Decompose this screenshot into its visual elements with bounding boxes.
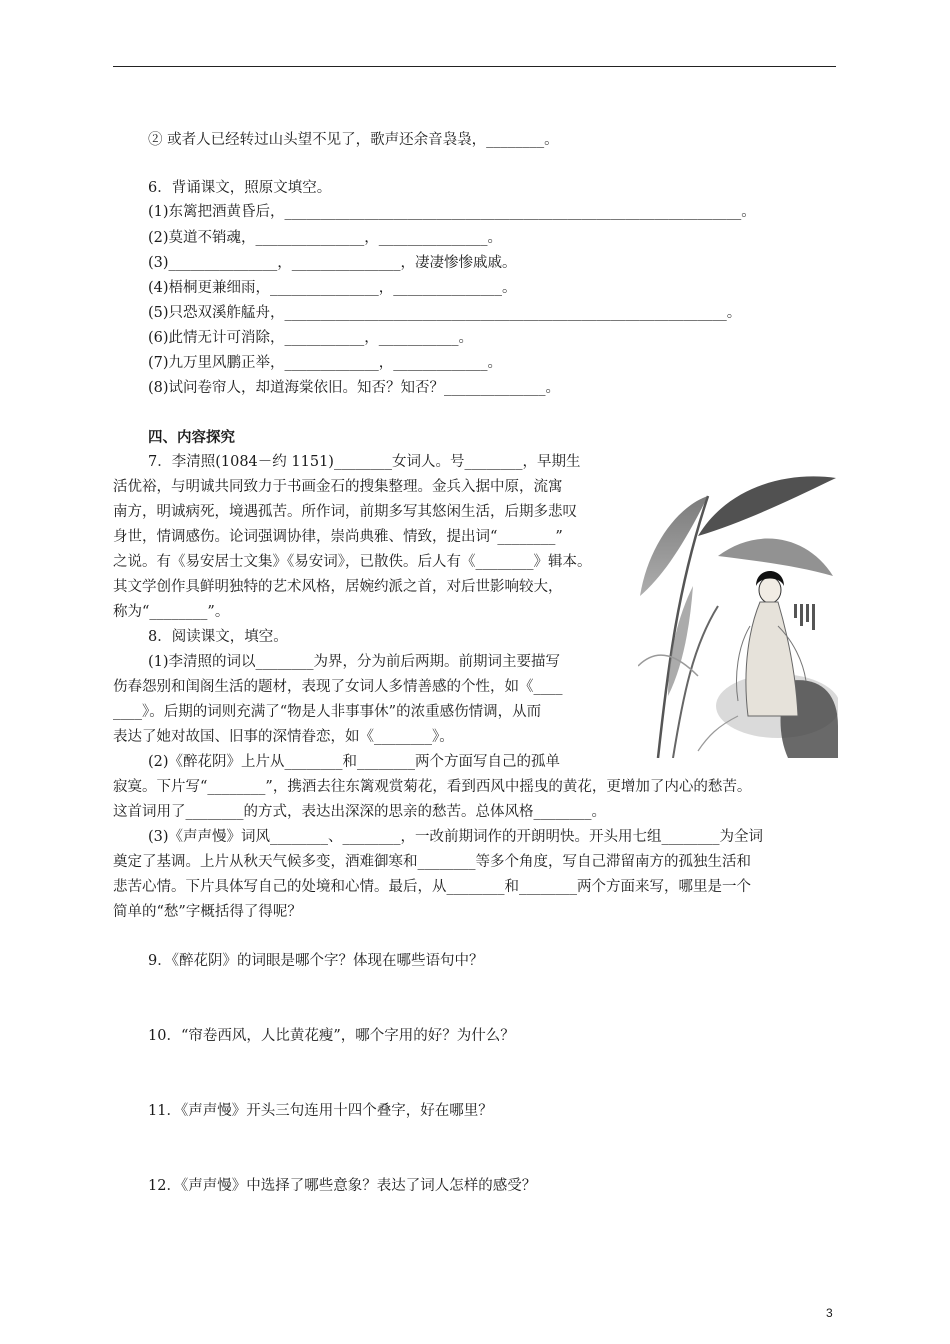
- fill-item-5: (5)只恐双溪舴艋舟，_____________________________________________________________。: [148, 305, 742, 321]
- fill-item-8: (8)试问卷帘人，却道海棠依旧。知否？知否？______________。: [148, 380, 561, 396]
- text-line: 悲苦心情。下片具体写自己的处境和心情。最后，从________和________两个方面来写，哪里是一个: [113, 879, 751, 895]
- fill-item-6: (6)此情无计可消除，___________，___________。: [148, 330, 474, 346]
- section-heading: 四、内容探究: [148, 429, 235, 446]
- li-qingzhao-illustration: [638, 466, 838, 758]
- question-11: 11．《声声慢》开头三句连用十四个叠字，好在哪里？: [148, 1103, 493, 1119]
- text-line: 奠定了基调。上片从秋天气候多变，酒难御寒和________等多个角度，写自己滞留南方的孤独生活和: [113, 854, 751, 870]
- page-number: 3: [826, 1306, 833, 1320]
- text-line: 活优裕，与明诚共同致力于书画金石的搜集整理。金兵入据中原，流寓: [113, 479, 563, 495]
- text-line: ② 或者人已经转过山头望不见了，歌声还余音袅袅，________。: [148, 132, 559, 148]
- question-8: 8．阅读课文，填空。: [148, 629, 288, 645]
- text-line: 寂寞。下片写“________”，携酒去往东篱观赏菊花，看到西风中摇曳的黄花，更增加了内心的愁苦。: [113, 779, 752, 795]
- text-line: 之说。有《易安居士文集》《易安词》，已散佚。后人有《________》辑本。: [113, 554, 592, 570]
- text-line: 称为“________”。: [113, 604, 230, 620]
- text-line: 身世，情调感伤。论词强调协律，崇尚典雅、情致，提出词“________”: [113, 529, 563, 545]
- question-7: 7．李清照(1084－约 1151)________女词人。号________，早期生: [148, 454, 581, 470]
- text-line: 南方，明诚病死，境遇孤苦。所作词，前期多写其悠闲生活，后期多悲叹: [113, 504, 577, 520]
- header-rule: [113, 66, 836, 67]
- fill-item-2: (2)莫道不销魂，_______________，_______________。: [148, 230, 503, 246]
- question-6: 6．背诵课文，照原文填空。: [148, 180, 332, 196]
- fill-item-7: (7)九万里风鹏正举，_____________，_____________。: [148, 355, 503, 371]
- text-line: (2)《醉花阴》上片从________和________两个方面写自己的孤单: [148, 754, 561, 770]
- question-10: 10．“帘卷西风，人比黄花瘦”，哪个字用的好？为什么？: [148, 1028, 515, 1044]
- text-line: 简单的“愁”字概括得了得呢？: [113, 904, 302, 920]
- fill-item-4: (4)梧桐更兼细雨，_______________，_______________。: [148, 280, 517, 296]
- text-line: 伤春怨别和闺阁生活的题材，表现了女词人多情善感的个性，如《____: [113, 679, 563, 695]
- question-9: 9．《醉花阴》的词眼是哪个字？体现在哪些语句中？: [148, 953, 484, 969]
- text-line: (3)《声声慢》词风________、________，一改前期词作的开朗明快。开头用七组________为全词: [148, 829, 764, 845]
- text-line: 这首词用了________的方式，表达出深深的思亲的愁苦。总体风格________。: [113, 804, 606, 820]
- text-line: 其文学创作具鲜明独特的艺术风格，居婉约派之首，对后世影响较大，: [113, 579, 563, 595]
- question-12: 12．《声声慢》中选择了哪些意象？表达了词人怎样的感受？: [148, 1178, 537, 1194]
- fill-item-1: (1)东篱把酒黄昏后，_______________________________________________________________。: [148, 204, 756, 220]
- text-line: (1)李清照的词以________为界，分为前后两期。前期词主要描写: [148, 654, 561, 670]
- fill-item-3: (3)_______________，_______________，凄凄惨惨戚戚。: [148, 255, 517, 271]
- text-line: ____》。后期的词则充满了“物是人非事事休”的浓重感伤情调，从而: [113, 704, 542, 720]
- text-line: 表达了她对故国、旧事的深情眷恋，如《________》。: [113, 729, 454, 745]
